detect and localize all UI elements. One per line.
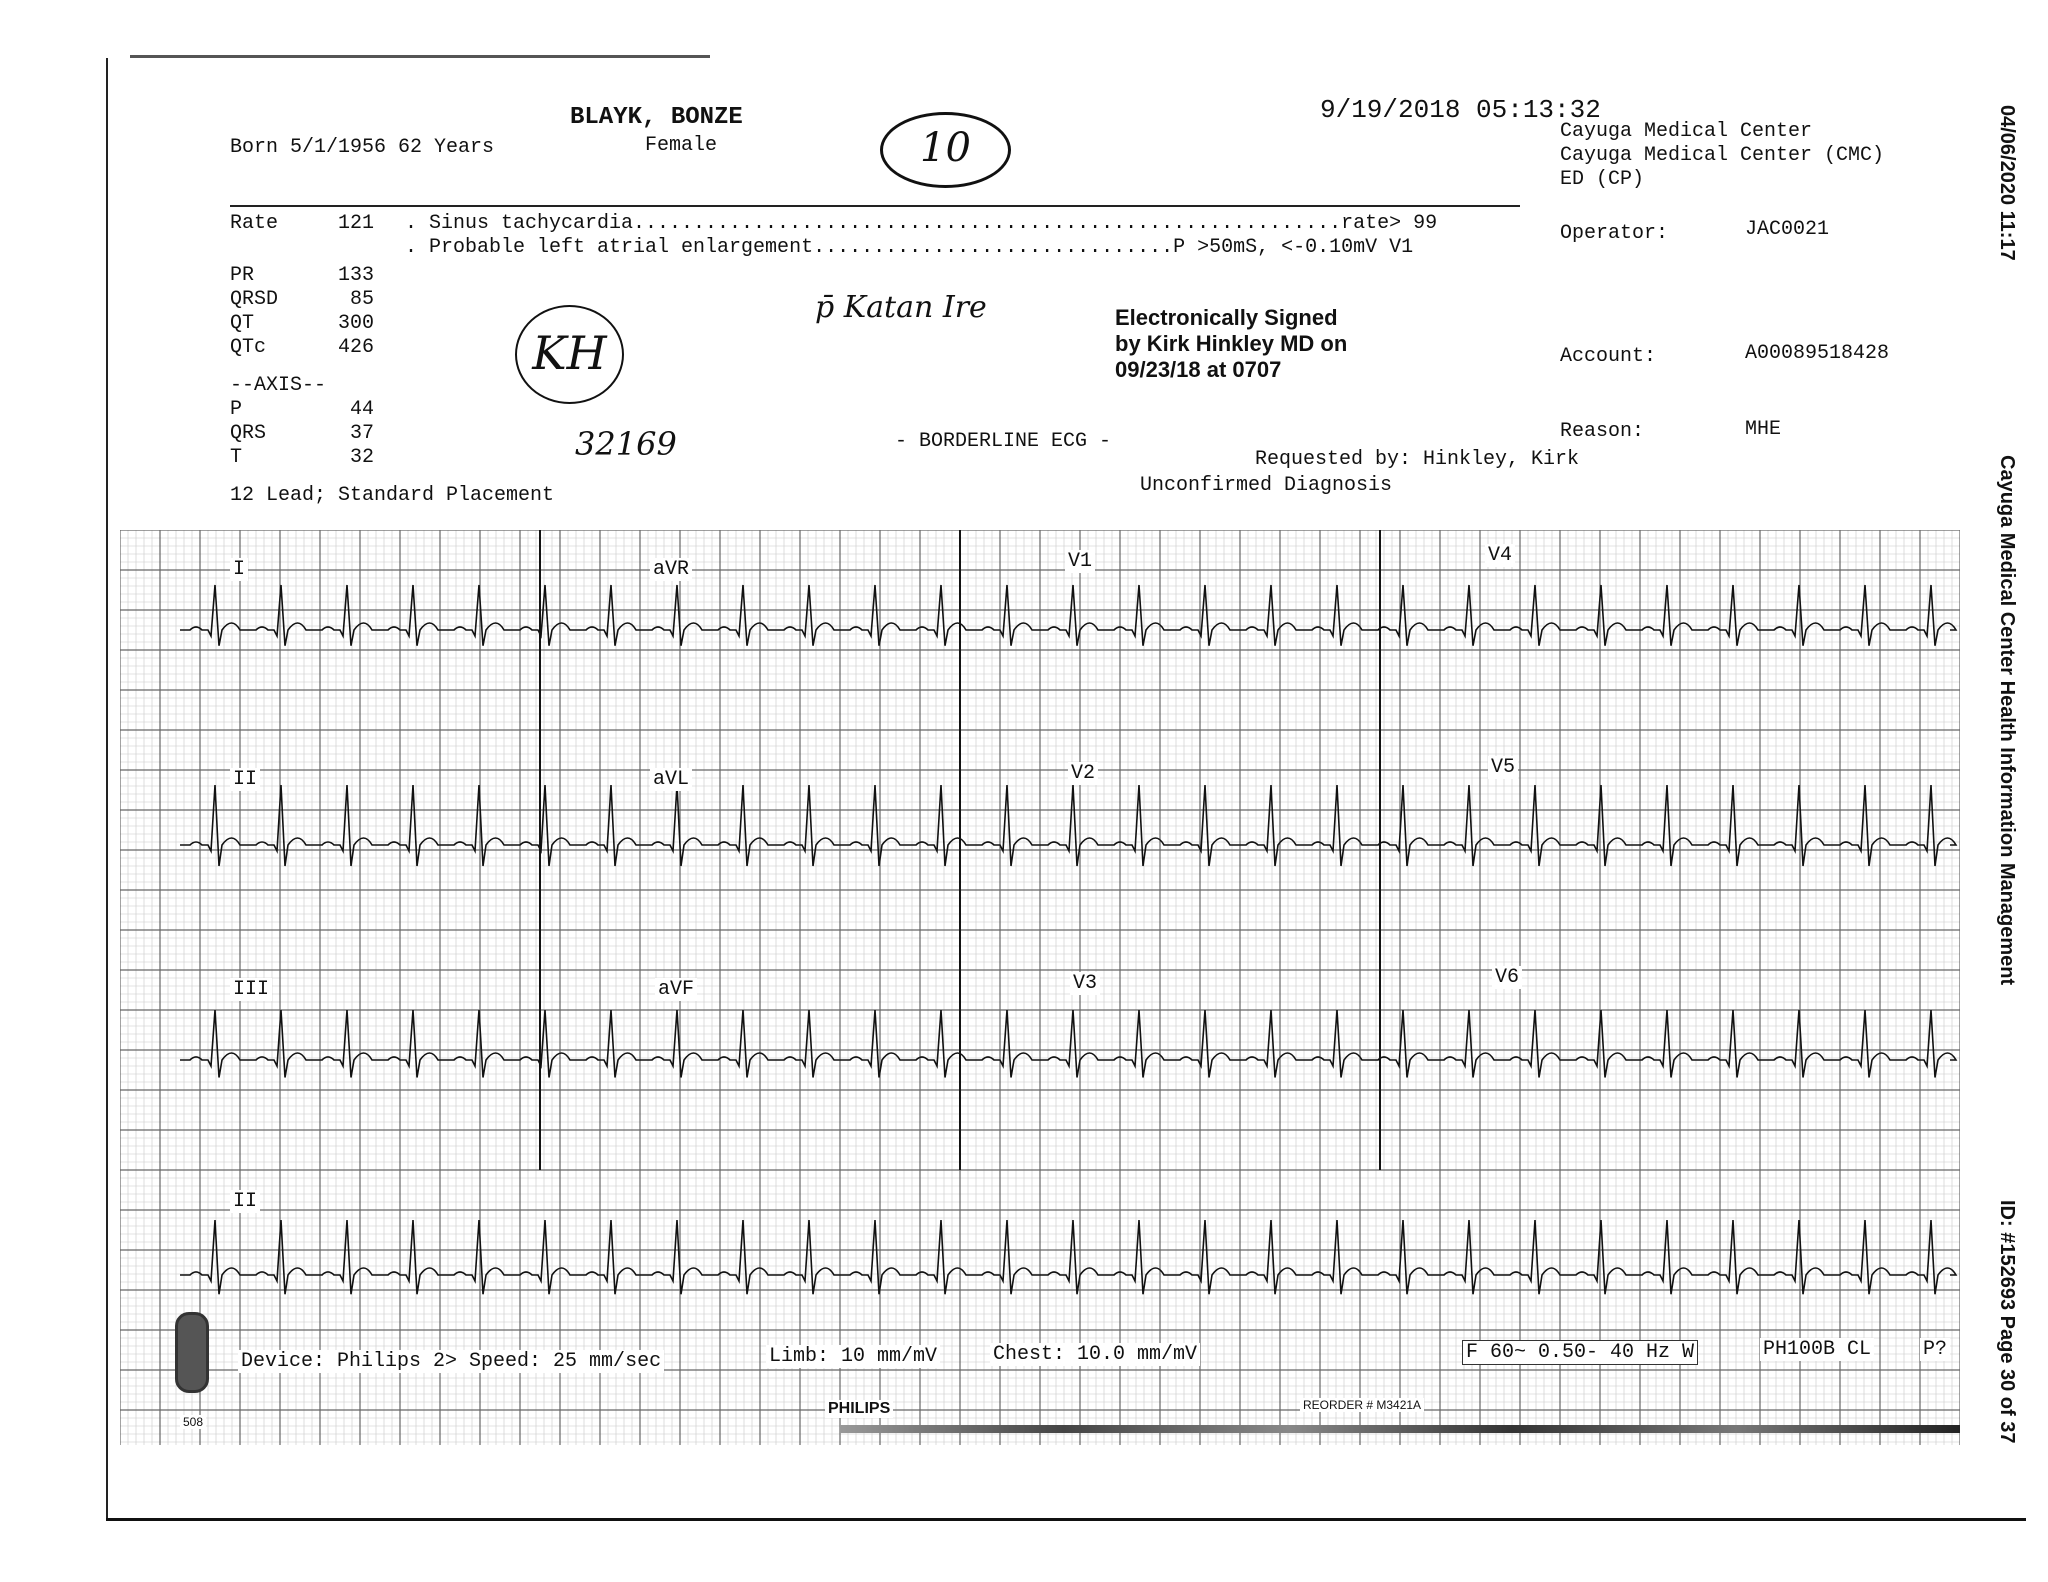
footer-brand: PHILIPS (825, 1400, 893, 1418)
esign-line1: Electronically Signed (1115, 305, 1338, 330)
circled-number (880, 112, 1011, 188)
facility-line3: ED (CP) (1560, 168, 1645, 191)
initials-circle (515, 305, 624, 404)
ecg-grid (120, 530, 1960, 1445)
lead-label-V6: V6 (1492, 966, 1522, 989)
initials-text: KH (532, 326, 607, 380)
lead-label-V5: V5 (1488, 756, 1518, 779)
esign-line2: by Kirk Hinkley MD on (1115, 331, 1348, 356)
facility-line1: Cayuga Medical Center (1560, 120, 1813, 143)
lead-label-III: III (230, 978, 272, 1001)
scan-noise-bar (840, 1425, 1960, 1433)
measurement-qrsd: QRSD 85 (230, 288, 375, 311)
footer-reorder: REORDER # M3421A (1300, 1398, 1424, 1412)
operator-value: JAC0021 (1745, 218, 1830, 241)
interp-line1: . Sinus tachycardia...........................................................rate> 99 (405, 212, 1438, 235)
account-label: Account: (1560, 345, 1657, 368)
axis-header: --AXIS-- (230, 374, 327, 397)
ecg-strip (120, 530, 1960, 1445)
lead-label-aVF: aVF (655, 978, 697, 1001)
patient-name: BLAYK, BONZE (570, 104, 743, 131)
measurements-block (230, 212, 390, 470)
lead-label-V4: V4 (1485, 544, 1515, 567)
account-value: A00089518428 (1745, 342, 1890, 365)
footer-chest: Chest: 10.0 mm/mV (990, 1343, 1200, 1366)
lead-label-aVL: aVL (650, 768, 692, 791)
footer-limb: Limb: 10 mm/mV (766, 1345, 940, 1368)
ecg-trace-row2 (180, 785, 1956, 866)
patient-born: Born 5/1/1956 62 Years (230, 136, 495, 159)
circled-number-text: 10 (920, 125, 971, 171)
hole-punch (175, 1312, 209, 1393)
patient-sex: Female (645, 134, 718, 157)
lead-label-rhythm-II: II (230, 1190, 260, 1213)
bottom-rule (106, 1518, 2026, 1521)
margin-datetime: 04/06/2020 11:17 (1996, 105, 2018, 261)
lead-label-V1: V1 (1065, 550, 1095, 573)
requested-by: Requested by: Hinkley, Kirk (1255, 448, 1580, 471)
ecg-trace-row3 (180, 1010, 1956, 1078)
handwritten-number: 32169 (575, 425, 677, 463)
lead-label-II: II (230, 768, 260, 791)
axis-t: T 32 (230, 446, 375, 469)
interp-line2: . Probable left atrial enlargement..............................P >50mS, <-0.10mV V1 (405, 236, 1414, 259)
lead-label-I: I (230, 558, 248, 581)
measurement-qt: QT 300 (230, 312, 375, 335)
measurement-pr: PR 133 (230, 264, 375, 287)
lead-label-V3: V3 (1070, 972, 1100, 995)
footer-filter: F 60~ 0.50- 40 Hz W (1462, 1340, 1698, 1365)
footer-model: PH100B CL (1760, 1338, 1874, 1361)
measurement-qtc: QTc 426 (230, 336, 375, 359)
footer-page-mark: P? (1920, 1338, 1950, 1361)
reason-label: Reason: (1560, 420, 1645, 443)
facility-line2: Cayuga Medical Center (CMC) (1560, 144, 1885, 167)
reason-value: MHE (1745, 418, 1782, 441)
esign-line3: 09/23/18 at 0707 (1115, 357, 1282, 382)
left-edge (106, 58, 108, 1518)
top-rule (130, 55, 710, 58)
handwritten-note: p̄ Katan Ire (815, 290, 987, 325)
timestamp: 9/19/2018 05:13:32 (1320, 95, 1601, 125)
lead-label-aVR: aVR (650, 558, 692, 581)
operator-label: Operator: (1560, 222, 1669, 245)
footer-device: Device: Philips 2> Speed: 25 mm/sec (238, 1350, 664, 1373)
margin-id-page: ID: #152693 Page 30 of 37 (1996, 1200, 2018, 1444)
axis-p: P 44 (230, 398, 375, 421)
axis-qrs: QRS 37 (230, 422, 375, 445)
measurement-rate: Rate 121 (230, 212, 375, 235)
lead-placement: 12 Lead; Standard Placement (230, 484, 555, 507)
header-divider (230, 205, 1520, 207)
margin-institution: Cayuga Medical Center Health Information Management (1996, 455, 2018, 986)
footer-code: 508 (180, 1415, 206, 1429)
unconfirmed-diagnosis: Unconfirmed Diagnosis (1140, 474, 1393, 497)
lead-label-V2: V2 (1068, 762, 1098, 785)
interp-summary: - BORDERLINE ECG - (895, 430, 1112, 453)
ecg-trace-rhythm (180, 1220, 1956, 1294)
